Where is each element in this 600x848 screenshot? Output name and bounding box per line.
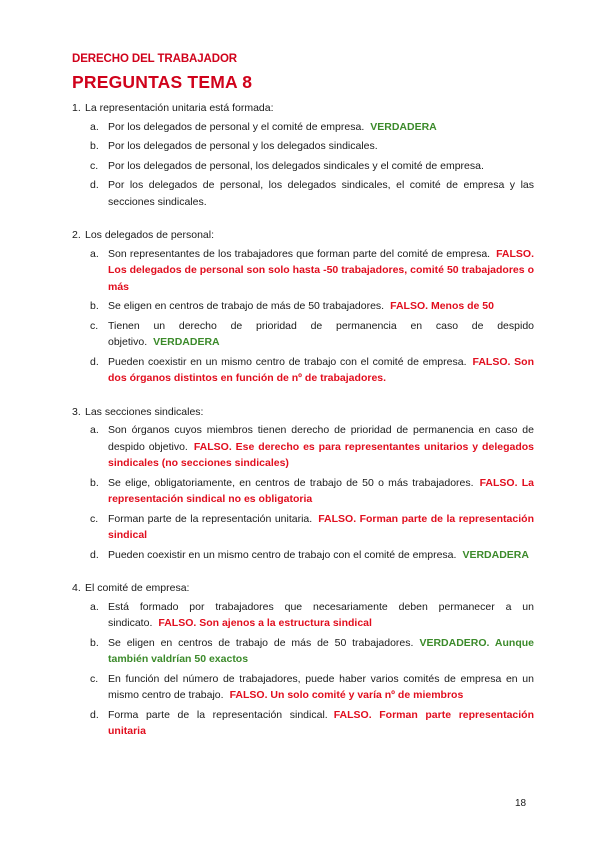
question-1 — [72, 100, 534, 210]
option-body — [108, 177, 534, 210]
answer-false-label: FALSO. Los delegados de personal son solo hasta -50 trabajadores, comité 50 trabajadores o más — [108, 247, 534, 293]
option-text: Tienen un derecho de prioridad de permanencia en caso de despido objetivo. — [108, 319, 534, 348]
option-letter: c. — [90, 159, 99, 172]
option-item — [72, 158, 534, 175]
option-letter: b. — [90, 300, 99, 312]
answer-false-label: FALSO. Son ajenos a la estructura sindical — [158, 617, 372, 629]
question-4 — [72, 580, 534, 740]
question-heading — [72, 227, 534, 244]
option-text: Por los delegados de personal y los delegados sindicales. — [108, 140, 378, 152]
option-letter: c. — [90, 319, 99, 332]
answer-true-label: VERDADERA — [462, 548, 529, 561]
question-text: El comité de empresa: — [85, 582, 190, 594]
option-item — [72, 177, 534, 210]
option-item — [72, 475, 534, 508]
question-number: 1. — [72, 102, 81, 114]
question-text: Las secciones sindicales: — [85, 405, 204, 418]
option-text: Son representantes de los trabajadores que forman parte del comité de empresa. — [108, 247, 491, 260]
answer-false-label: FALSO. Forman parte de la representación sindical — [108, 512, 534, 541]
subject-heading: DERECHO DEL TRABAJADOR — [72, 53, 237, 65]
option-text: Pueden coexistir en un mismo centro de trabajo con el comité de empresa. — [108, 548, 457, 561]
option-text: Se elige, obligatoriamente, en centros de trabajo de 50 o más trabajadores. — [108, 476, 474, 489]
question-heading — [72, 404, 534, 421]
question-text: La representación unitaria está formada: — [85, 102, 274, 114]
option-body — [108, 707, 534, 740]
option-item — [72, 119, 534, 136]
question-heading — [72, 100, 534, 117]
option-text: Forman parte de la representación unitaria. — [108, 512, 313, 525]
question-number: 2. — [72, 229, 81, 241]
option-item — [72, 354, 534, 387]
option-body — [108, 635, 534, 668]
option-body — [108, 354, 534, 387]
option-letter: c. — [90, 512, 99, 525]
option-body — [108, 599, 534, 632]
questions-list — [72, 100, 534, 757]
answer-false-label: FALSO. Son dos órganos distintos en función de nº de trabajadores. — [108, 355, 535, 384]
option-item — [72, 138, 534, 155]
option-letter: a. — [90, 424, 99, 436]
options-list — [72, 119, 534, 211]
option-text: Se eligen en centros de trabajo de más de 50 trabajadores. — [108, 636, 414, 649]
option-text: Son órganos cuyos miembros tienen derecho de prioridad de permanencia en caso de despido objetivo. — [108, 424, 534, 453]
question-number: 4. — [72, 582, 81, 594]
option-body — [108, 298, 534, 315]
question-3 — [72, 404, 534, 564]
option-letter: d. — [90, 548, 99, 561]
option-text: Se eligen en centros de trabajo de más de 50 trabajadores. — [108, 300, 385, 312]
option-letter: a. — [90, 120, 99, 133]
option-text: Por los delegados de personal y el comité de empresa. — [108, 120, 365, 133]
answer-true-label: VERDADERA — [370, 120, 437, 133]
option-letter: d. — [90, 355, 99, 368]
question-text: Los delegados de personal: — [85, 229, 215, 241]
option-letter: d. — [90, 179, 99, 191]
option-item — [72, 635, 534, 668]
option-item — [72, 707, 534, 740]
option-text: En función del número de trabajadores, puede haber varios comités de empresa en un mismo centro de trabajo. — [108, 672, 534, 701]
question-heading — [72, 580, 534, 597]
option-text: Pueden coexistir en un mismo centro de trabajo con el comité de empresa. — [108, 355, 467, 368]
option-letter: a. — [90, 600, 99, 613]
option-body — [108, 511, 534, 544]
option-letter: b. — [90, 140, 99, 152]
option-item — [72, 511, 534, 544]
option-item — [72, 246, 534, 296]
option-item — [72, 318, 534, 351]
options-list — [72, 246, 534, 387]
option-text: Está formado por trabajadores que necesariamente deben permanecer a un sindicato. — [108, 600, 534, 629]
option-letter: b. — [90, 476, 99, 489]
option-text: Por los delegados de personal, los delegados sindicales, el comité de empresa y las secciones sindicales. — [108, 179, 534, 208]
option-body — [108, 422, 534, 472]
answer-false-label: FALSO. Ese derecho es para representantes unitarios y delegados sindicales (no secciones sindicales) — [108, 440, 534, 469]
options-list — [72, 599, 534, 740]
option-body — [108, 158, 534, 175]
page-title: PREGUNTAS TEMA 8 — [72, 72, 253, 92]
option-item — [72, 671, 534, 704]
option-item — [72, 298, 534, 315]
option-letter: a. — [90, 247, 99, 260]
answer-true-label: VERDADERO. Aunque también valdrían 50 exactos — [108, 636, 534, 665]
answer-true-label: VERDADERA — [153, 336, 220, 348]
option-body — [108, 547, 534, 564]
option-letter: b. — [90, 636, 99, 649]
option-text: Forma parte de la representación sindical. — [108, 708, 328, 721]
option-letter: d. — [90, 708, 99, 721]
options-list — [72, 422, 534, 563]
option-body — [108, 475, 534, 508]
page-number: 18 — [515, 798, 527, 809]
option-item — [72, 547, 534, 564]
option-body — [108, 318, 534, 351]
option-body — [108, 246, 534, 296]
option-body — [108, 671, 534, 704]
answer-false-label: FALSO. La representación sindical no es obligatoria — [108, 476, 534, 505]
answer-false-label: FALSO. Forman parte representación unitaria — [108, 708, 534, 737]
answer-false-label: FALSO. Menos de 50 — [390, 300, 494, 312]
question-number: 3. — [72, 405, 81, 418]
option-body — [108, 138, 534, 155]
option-body — [108, 119, 534, 136]
answer-false-label: FALSO. Un solo comité y varía nº de miembros — [229, 689, 464, 701]
option-text: Por los delegados de personal, los delegados sindicales y el comité de empresa. — [108, 159, 484, 172]
option-item — [72, 599, 534, 632]
question-2 — [72, 227, 534, 387]
option-item — [72, 422, 534, 472]
option-letter: c. — [90, 672, 99, 685]
